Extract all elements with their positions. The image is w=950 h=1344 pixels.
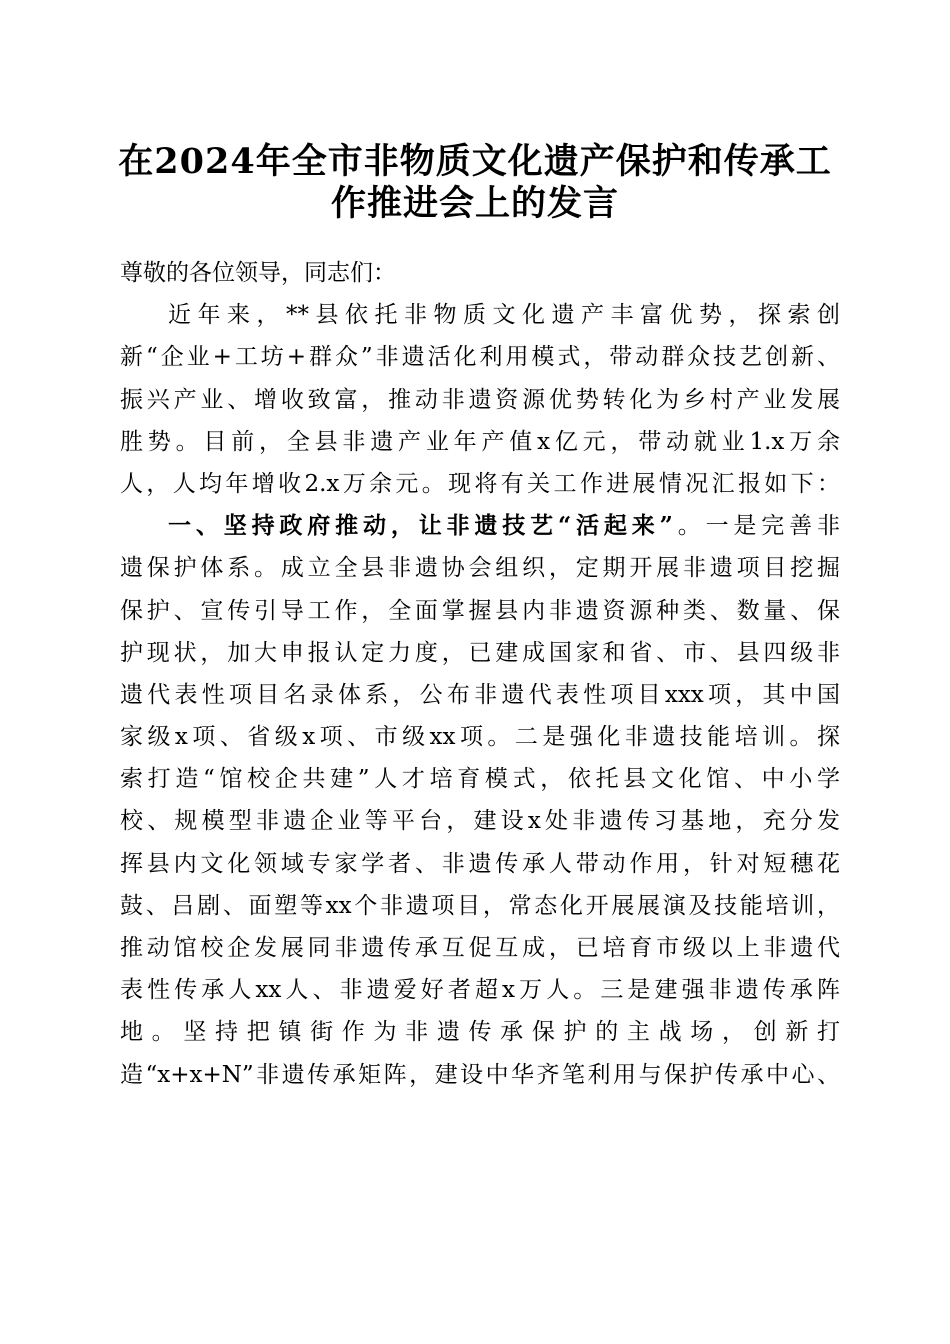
section-1-line: 遗代表性项目名录体系，公布非遗代表性项目xxx项，其中国 bbox=[120, 681, 840, 708]
salutation: 尊敬的各位领导，同志们： bbox=[120, 260, 396, 286]
section-1-heading: 一、坚持政府推动，让非遗技艺“活起来” bbox=[168, 512, 673, 540]
section-1-line: 家级x项、省级x项、市级xx项。二是强化非遗技能培训。探 bbox=[120, 724, 840, 751]
section-1-line: 护现状，加大申报认定力度，已建成国家和省、市、县四级非 bbox=[120, 639, 840, 666]
intro-line: 人，人均年增收2.x万余元。现将有关工作进展情况汇报如下： bbox=[120, 470, 840, 497]
section-1-line: 鼓、吕剧、面塑等xx个非遗项目，常态化开展展演及技能培训， bbox=[120, 892, 840, 919]
speech-body bbox=[120, 252, 840, 1096]
title-line-2: 作推进会上的发言 bbox=[330, 183, 619, 225]
title-line-1: 在2024年全市非物质文化遗产保护和传承工 bbox=[118, 141, 832, 182]
section-1-line: 遗保护体系。成立全县非遗协会组织，定期开展非遗项目挖掘 bbox=[120, 555, 840, 582]
section-1-line: 索打造“馆校企共建”人才培育模式，依托县文化馆、中小学 bbox=[120, 766, 840, 793]
section-1-first-line bbox=[120, 505, 840, 547]
section-1-line: 造“x+x+N”非遗传承矩阵，建设中华齐笔利用与保护传承中心、 bbox=[120, 1061, 840, 1088]
document-title bbox=[100, 138, 850, 225]
section-1-line: 校、规模型非遗企业等平台，建设x处非遗传习基地，充分发 bbox=[120, 808, 840, 835]
section-1-first-line-rest: 。一是完善非 bbox=[672, 513, 840, 540]
intro-line: 新“企业+工坊+群众”非遗活化利用模式，带动群众技艺创新、 bbox=[120, 344, 840, 371]
intro-line: 胜势。目前，全县非遗产业年产值x亿元，带动就业1.x万余 bbox=[120, 428, 840, 455]
section-1-line: 地。坚持把镇街作为非遗传承保护的主战场，创新打 bbox=[120, 1019, 840, 1046]
section-1-line: 推动馆校企发展同非遗传承互促互成，已培育市级以上非遗代 bbox=[120, 935, 840, 961]
section-1-line: 挥县内文化领域专家学者、非遗传承人带动作用，针对短穗花 bbox=[120, 850, 840, 877]
section-1-line: 保护、宣传引导工作，全面掌握县内非遗资源种类、数量、保 bbox=[120, 597, 840, 624]
section-1-line: 表性传承人xx人、非遗爱好者超x万人。三是建强非遗传承阵 bbox=[120, 977, 840, 1004]
intro-line: 振兴产业、增收致富，推动非遗资源优势转化为乡村产业发展 bbox=[120, 386, 840, 413]
intro-line: 近年来，**县依托非物质文化遗产丰富优势，探索创 bbox=[168, 302, 840, 329]
